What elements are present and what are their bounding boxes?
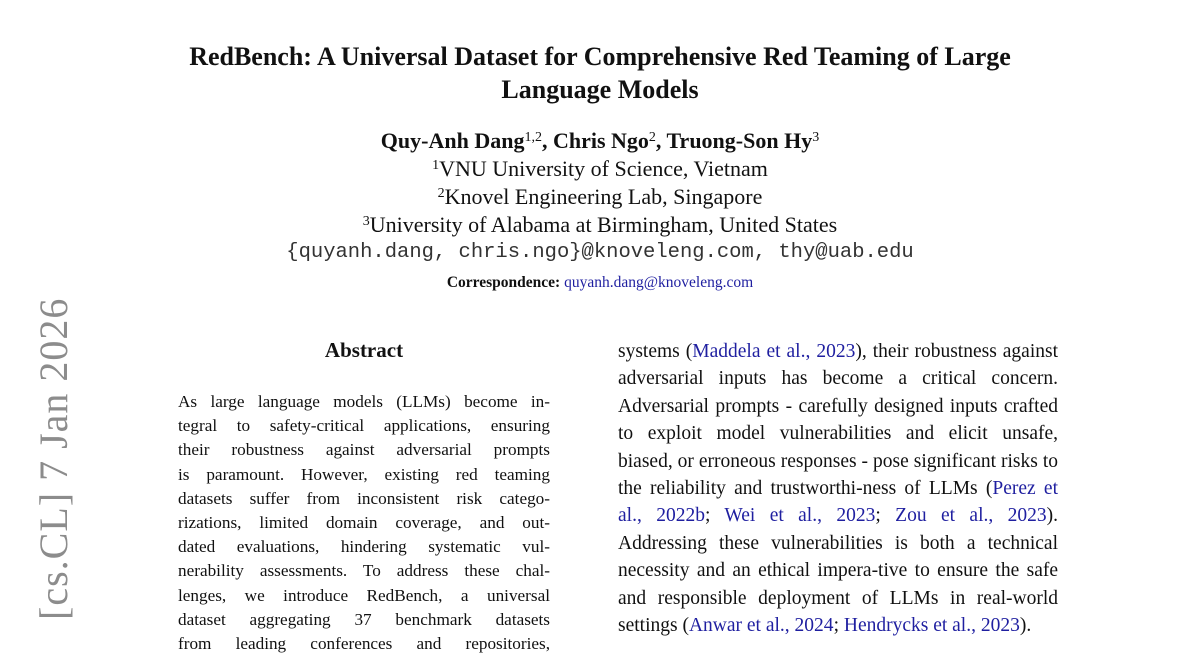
- author-separator: ,: [541, 128, 553, 153]
- abstract-line: lenges, we introduce RedBench, a universal: [178, 585, 550, 605]
- abstract-line: nerability assessments. To address these chal-: [178, 561, 550, 581]
- author-separator: ,: [655, 128, 667, 153]
- affiliation-text: Knovel Engineering Lab, Singapore: [444, 184, 763, 209]
- author-affiliation-sup: 3: [812, 130, 820, 145]
- intro-text: systems (: [618, 341, 693, 362]
- abstract-line: dataset aggregating 37 benchmark datasets: [178, 609, 550, 629]
- intro-text: ).: [1019, 615, 1032, 637]
- citation-link[interactable]: Anwar et al., 2024: [688, 615, 834, 637]
- citation-link[interactable]: Zou et al., 2023: [895, 505, 1047, 527]
- paper-title-line-1: RedBench: A Universal Dataset for Comprehensive Red Teaming of Large: [189, 42, 1011, 71]
- arxiv-stamp: [cs.CL] 7 Jan 2026: [31, 297, 76, 620]
- intro-text: ), their robustness against adversarial inputs has become a critical concern. Adversarial prompts - carefully designed inputs crafted to exploit model vulnerabilities and elicit unsafe, biased, or erroneous responses - pose significant risks to the reliability and trustworthi-ness of LLMs (: [618, 341, 1059, 500]
- introduction-paragraph: [618, 338, 1058, 639]
- citation-link[interactable]: Maddela et al., 2023: [692, 341, 856, 362]
- affiliation: [100, 211, 1100, 239]
- author-emails: {quyanh.dang, chris.ngo}@knoveleng.com, thy@uab.edu: [286, 241, 914, 264]
- affiliation: [100, 155, 1100, 183]
- intro-text: ;: [704, 505, 725, 527]
- abstract-line: tegral to safety-critical applications, ensuring: [178, 416, 550, 436]
- intro-text: ;: [833, 615, 839, 637]
- abstract-body: [178, 390, 550, 656]
- affiliation: [100, 183, 1100, 211]
- citation-link[interactable]: Wei et al., 2023: [724, 505, 876, 527]
- affiliation-text: VNU University of Science, Vietnam: [439, 156, 768, 181]
- author-affiliation-sup: 1,2: [524, 130, 542, 145]
- abstract-line: datasets suffer from inconsistent risk catego-: [178, 488, 550, 508]
- correspondence-line: [100, 274, 1100, 292]
- author-name: Truong-Son Hy: [666, 128, 813, 153]
- author-block: [100, 127, 1100, 267]
- affiliation-sup: 2: [437, 186, 445, 201]
- affiliation-text: University of Alabama at Birmingham, United States: [369, 212, 838, 237]
- abstract-line: from leading conferences and repositories,: [178, 634, 550, 654]
- citation-link[interactable]: Hendrycks et al., 2023: [843, 615, 1020, 637]
- intro-text: ). Addressing these vulnerabilities is both a technical necessity and an ethical impera-tive to ensure the safe and responsible deployment of LLMs in real-world settings (: [618, 505, 1058, 637]
- correspondence-email-link[interactable]: quyanh.dang@knoveleng.com: [564, 274, 754, 291]
- abstract-line: is paramount. However, existing red teaming: [178, 464, 550, 484]
- abstract-line: their robustness against adversarial prompts: [178, 440, 550, 460]
- correspondence-label: Correspondence:: [446, 274, 561, 291]
- author-names: [100, 127, 1100, 155]
- paper-title-line-2: Language Models: [501, 75, 699, 104]
- affiliation-sup: 1: [432, 158, 440, 173]
- intro-text: ;: [875, 505, 896, 527]
- abstract-line: As large language models (LLMs) become in-: [178, 392, 550, 411]
- abstract-line: dated evaluations, hindering systematic vul-: [178, 537, 550, 557]
- author-affiliation-sup: 2: [648, 130, 656, 145]
- author-name: Quy-Anh Dang: [380, 128, 525, 153]
- abstract-heading: Abstract: [324, 338, 404, 362]
- citation-link[interactable]: Perez et al., 2022b: [618, 478, 1058, 527]
- affiliation-sup: 3: [362, 214, 370, 229]
- paper-title: [100, 40, 1100, 106]
- author-name: Chris Ngo: [552, 128, 649, 153]
- abstract-line: rizations, limited domain coverage, and out-: [178, 513, 550, 533]
